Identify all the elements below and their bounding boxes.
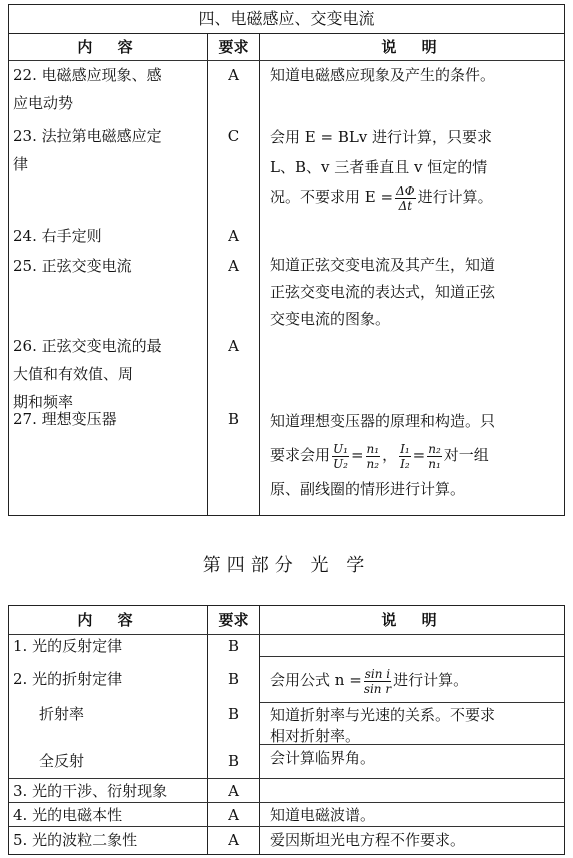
- table-header-row: [9, 33, 564, 60]
- table-row: [9, 826, 564, 854]
- table-row: [9, 222, 564, 252]
- fraction-numerator: n₁: [366, 441, 380, 456]
- note-line: 要求会用 $\frac{\text{U₁}}{\text{U₂}}$ = $\frac{\text{n₁}}{\text{n₂}}$ ， $\frac{\text{I₁}}{\text{I₂}}$ = $\frac{\text{n₂}}{\text{n₁}}$ 对一组: [270, 441, 489, 471]
- row-content: 25. 正弦交变电流: [9, 252, 208, 332]
- fraction-denominator: U₂: [333, 456, 348, 471]
- row-content: 24. 右手定则: [9, 222, 208, 252]
- row-requirement: A: [208, 827, 260, 854]
- row-requirement: A: [208, 779, 260, 803]
- table-row: [9, 405, 564, 515]
- header-notes: 说 明: [381, 38, 447, 56]
- fraction-numerator: sin i: [364, 666, 391, 681]
- note-line: 会用 E = BLv 进行计算，只要求: [270, 128, 493, 146]
- fraction: [366, 442, 381, 471]
- header-requirement: 要求: [208, 606, 260, 634]
- row-note: 知道折射率与光速的关系。不要求 相对折射率。: [260, 702, 564, 744]
- row-content: 26. 正弦交变电流的最 大值和有效值、周 期和频率: [9, 332, 208, 422]
- table-row: [9, 656, 564, 702]
- row-note: 知道电磁波谱。: [270, 806, 376, 824]
- row-content: 22. 电磁感应现象、感 应电动势: [9, 61, 208, 123]
- separator: ，: [382, 446, 398, 464]
- fraction: [427, 442, 442, 471]
- header-requirement: 要求: [208, 33, 260, 60]
- row-content: 23. 法拉第电磁感应定 律: [9, 122, 208, 222]
- row-content: 2. 光的折射定律: [9, 656, 208, 702]
- row-requirement: A: [208, 332, 260, 422]
- row-note: [260, 635, 564, 657]
- note-text: 进行计算。: [417, 188, 493, 206]
- fraction-denominator: n₂: [366, 456, 380, 471]
- fraction: [395, 184, 416, 213]
- fraction: [364, 667, 391, 696]
- row-content: 27. 理想变压器: [9, 405, 208, 515]
- row-content: 1. 光的反射定律: [9, 635, 208, 657]
- row-note: [260, 405, 564, 515]
- table-row: [9, 122, 564, 222]
- header-content: 内 容: [9, 33, 208, 60]
- fraction-denominator: sin r: [363, 681, 392, 696]
- table-row: [9, 702, 564, 744]
- row-requirement: A: [208, 252, 260, 332]
- table-row: [9, 252, 564, 332]
- row-requirement: B: [208, 702, 260, 744]
- fraction-denominator: n₁: [428, 456, 441, 471]
- header-content: 内 容: [9, 606, 208, 634]
- table-row: [9, 778, 564, 803]
- table-optics: [8, 605, 565, 855]
- row-note: 爱因斯坦光电方程不作要求。: [270, 831, 466, 849]
- row-requirement: B: [208, 635, 260, 657]
- note-text: 况。不要求用 E =: [270, 188, 394, 206]
- row-note: [260, 779, 564, 803]
- row-requirement: B: [208, 656, 260, 702]
- row-requirement: C: [208, 122, 260, 222]
- fraction-numerator: ΔΦ: [396, 183, 415, 198]
- fraction-denominator: I₂: [400, 456, 410, 471]
- table-title: 四、电磁感应、交变电流: [9, 5, 564, 34]
- note-line: 知道理想变压器的原理和构造。只: [270, 412, 496, 430]
- note-text: 对一组: [443, 446, 489, 464]
- row-note: [260, 222, 564, 252]
- table-row: [9, 802, 564, 827]
- fraction-denominator: Δt: [398, 198, 413, 213]
- row-content: 折射率: [9, 702, 208, 744]
- row-requirement: A: [208, 61, 260, 123]
- note-text: 会用公式 n =: [270, 671, 362, 689]
- section-title: 第四部分 光 学: [202, 555, 371, 576]
- fraction-numerator: n₂: [428, 441, 441, 456]
- table-row: [9, 60, 564, 123]
- row-requirement: A: [208, 222, 260, 252]
- note-line: 原、副线圈的情形进行计算。: [270, 480, 466, 498]
- note-text: 进行计算。: [393, 671, 469, 689]
- fraction-numerator: I₁: [400, 441, 410, 456]
- row-requirement: B: [208, 405, 260, 515]
- row-content: 全反射: [9, 744, 208, 778]
- fraction-numerator: U₁: [333, 441, 348, 456]
- table-row: [9, 634, 564, 657]
- row-content: 5. 光的波粒二象性: [9, 827, 208, 854]
- note-line: L、B、v 三者垂直且 v 恒定的情: [270, 158, 488, 176]
- row-note: 会计算临界角。: [260, 744, 564, 778]
- row-note: [260, 656, 564, 702]
- header-notes: 说 明: [381, 611, 447, 629]
- row-requirement: A: [208, 803, 260, 827]
- row-note: 知道正弦交变电流及其产生，知道 正弦交变电流的表达式，知道正弦 交变电流的图象。: [270, 256, 496, 328]
- table-row: [9, 744, 564, 778]
- note-line: [270, 182, 558, 213]
- row-requirement: B: [208, 744, 260, 778]
- row-content: 4. 光的电磁本性: [9, 803, 208, 827]
- table-header-row: [9, 606, 564, 634]
- table-electromagnetic-induction: [8, 4, 565, 516]
- fraction: [332, 442, 349, 471]
- row-note: 知道电磁感应现象及产生的条件。: [270, 66, 496, 84]
- note-text: 要求会用: [270, 446, 331, 464]
- fraction: [399, 442, 411, 471]
- row-note: [260, 122, 564, 222]
- row-content: 3. 光的干涉、衍射现象: [9, 779, 208, 803]
